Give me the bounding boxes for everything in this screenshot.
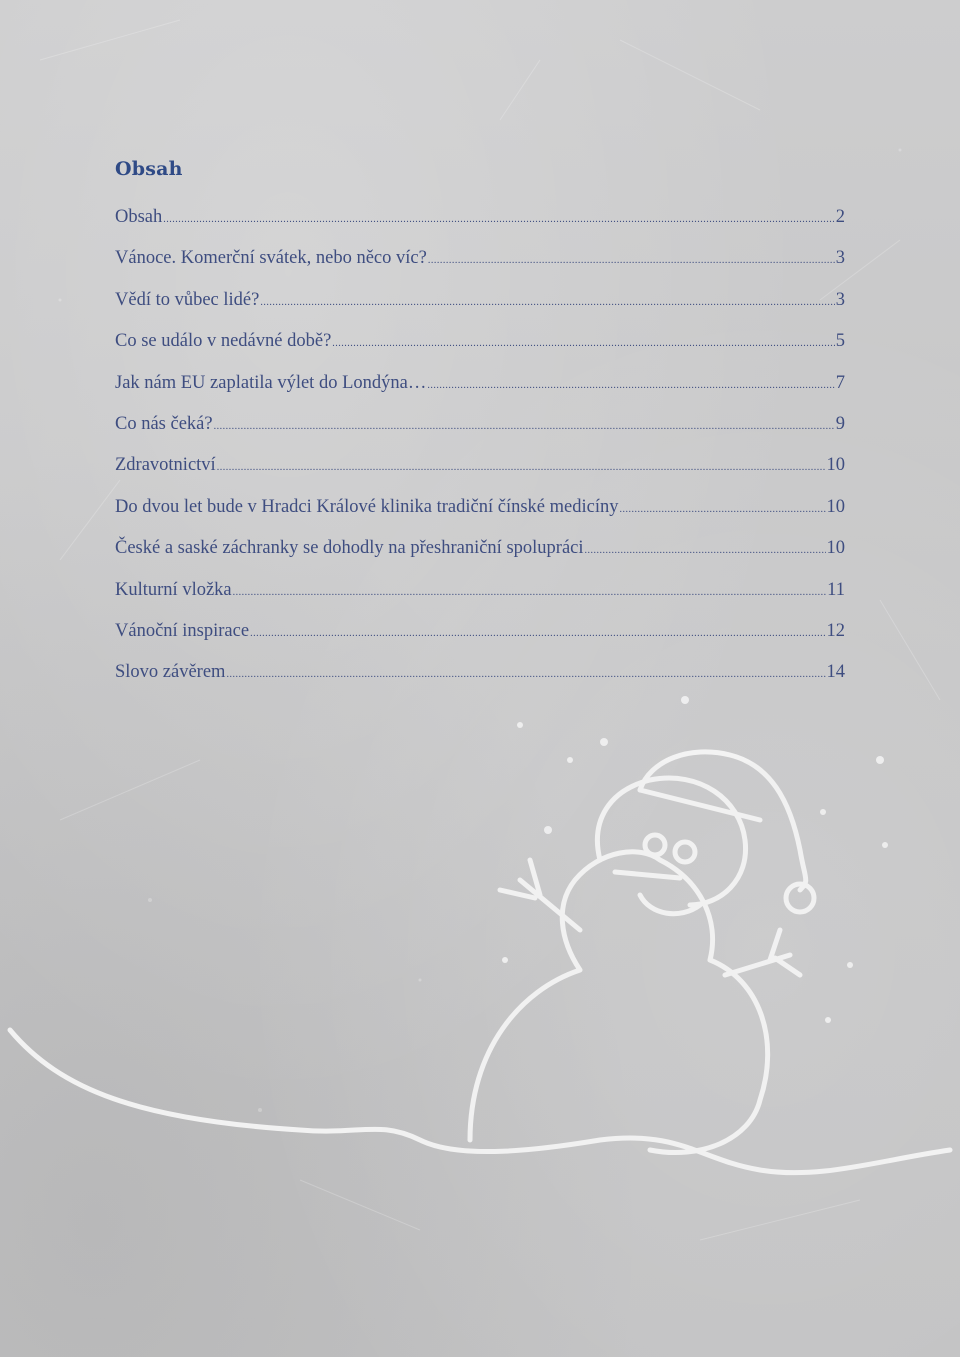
- toc-leader-dots: [619, 504, 825, 515]
- table-of-contents: [115, 207, 845, 704]
- toc-entry[interactable]: [115, 497, 845, 538]
- toc-leader-dots: [233, 587, 827, 598]
- toc-entry-page: 3: [835, 289, 845, 310]
- toc-entry-page: 10: [826, 538, 845, 559]
- snowman-eye-right: [675, 842, 695, 862]
- toc-entry-page: 2: [835, 207, 845, 227]
- toc-leader-dots: [217, 462, 826, 473]
- toc-entry[interactable]: [115, 290, 845, 331]
- toc-entry-title: Zdravotnictví: [115, 455, 216, 476]
- snow-ground-line: [10, 1030, 950, 1173]
- toc-entry-title: Kulturní vložka: [115, 579, 232, 600]
- toc-leader-dots: [163, 214, 834, 225]
- toc-leader-dots: [214, 421, 835, 432]
- santa-hat: [640, 752, 806, 890]
- toc-entry[interactable]: [115, 621, 845, 662]
- toc-entry-page: 12: [826, 620, 845, 641]
- toc-entry[interactable]: [115, 580, 845, 621]
- toc-entry[interactable]: [115, 414, 845, 455]
- toc-entry[interactable]: [115, 455, 845, 496]
- toc-entry[interactable]: [115, 207, 845, 248]
- toc-leader-dots: [428, 255, 835, 266]
- toc-entry-page: 10: [826, 455, 845, 476]
- snowman-eye-left: [645, 835, 665, 855]
- toc-entry-page: 5: [835, 331, 845, 352]
- toc-entry-title: Slovo závěrem: [115, 662, 226, 683]
- toc-entry-title: Vědí to vůbec lidé?: [115, 289, 260, 310]
- snowman-nose: [615, 872, 680, 878]
- toc-entry[interactable]: [115, 248, 845, 289]
- toc-entry[interactable]: [115, 538, 845, 579]
- toc-leader-dots: [250, 628, 825, 639]
- toc-leader-dots: [260, 297, 834, 308]
- toc-entry-page: 9: [835, 413, 845, 434]
- toc-entry-page: 11: [827, 579, 845, 600]
- toc-entry-page: 14: [826, 662, 845, 683]
- toc-entry-title: Vánoční inspirace: [115, 620, 250, 641]
- snowman-arm-right: [725, 955, 790, 975]
- toc-entry-title: Co nás čeká?: [115, 413, 213, 434]
- snowman-illustration: [0, 690, 960, 1357]
- toc-leader-dots: [585, 545, 826, 556]
- toc-entry-title: Jak nám EU zaplatila výlet do Londýna…: [115, 372, 427, 393]
- toc-heading: Obsah: [115, 158, 183, 180]
- toc-entry-title: Vánoce. Komerční svátek, nebo něco víc?: [115, 248, 427, 269]
- toc-entry-title: Do dvou let bude v Hradci Králové klinika tradiční čínské medicíny: [115, 496, 619, 517]
- toc-leader-dots: [427, 380, 834, 391]
- toc-entry[interactable]: [115, 373, 845, 414]
- toc-entry[interactable]: [115, 331, 845, 372]
- toc-entry-title: Co se událo v nedávné době?: [115, 331, 332, 352]
- toc-leader-dots: [332, 338, 834, 349]
- toc-entry-page: 7: [835, 372, 845, 393]
- toc-entry-title: Obsah: [115, 207, 163, 227]
- toc-leader-dots: [226, 669, 825, 680]
- toc-entry-page: 10: [826, 496, 845, 517]
- toc-entry-title: České a saské záchranky se dohodly na přeshraniční spolupráci: [115, 538, 584, 559]
- toc-entry-page: 3: [835, 248, 845, 269]
